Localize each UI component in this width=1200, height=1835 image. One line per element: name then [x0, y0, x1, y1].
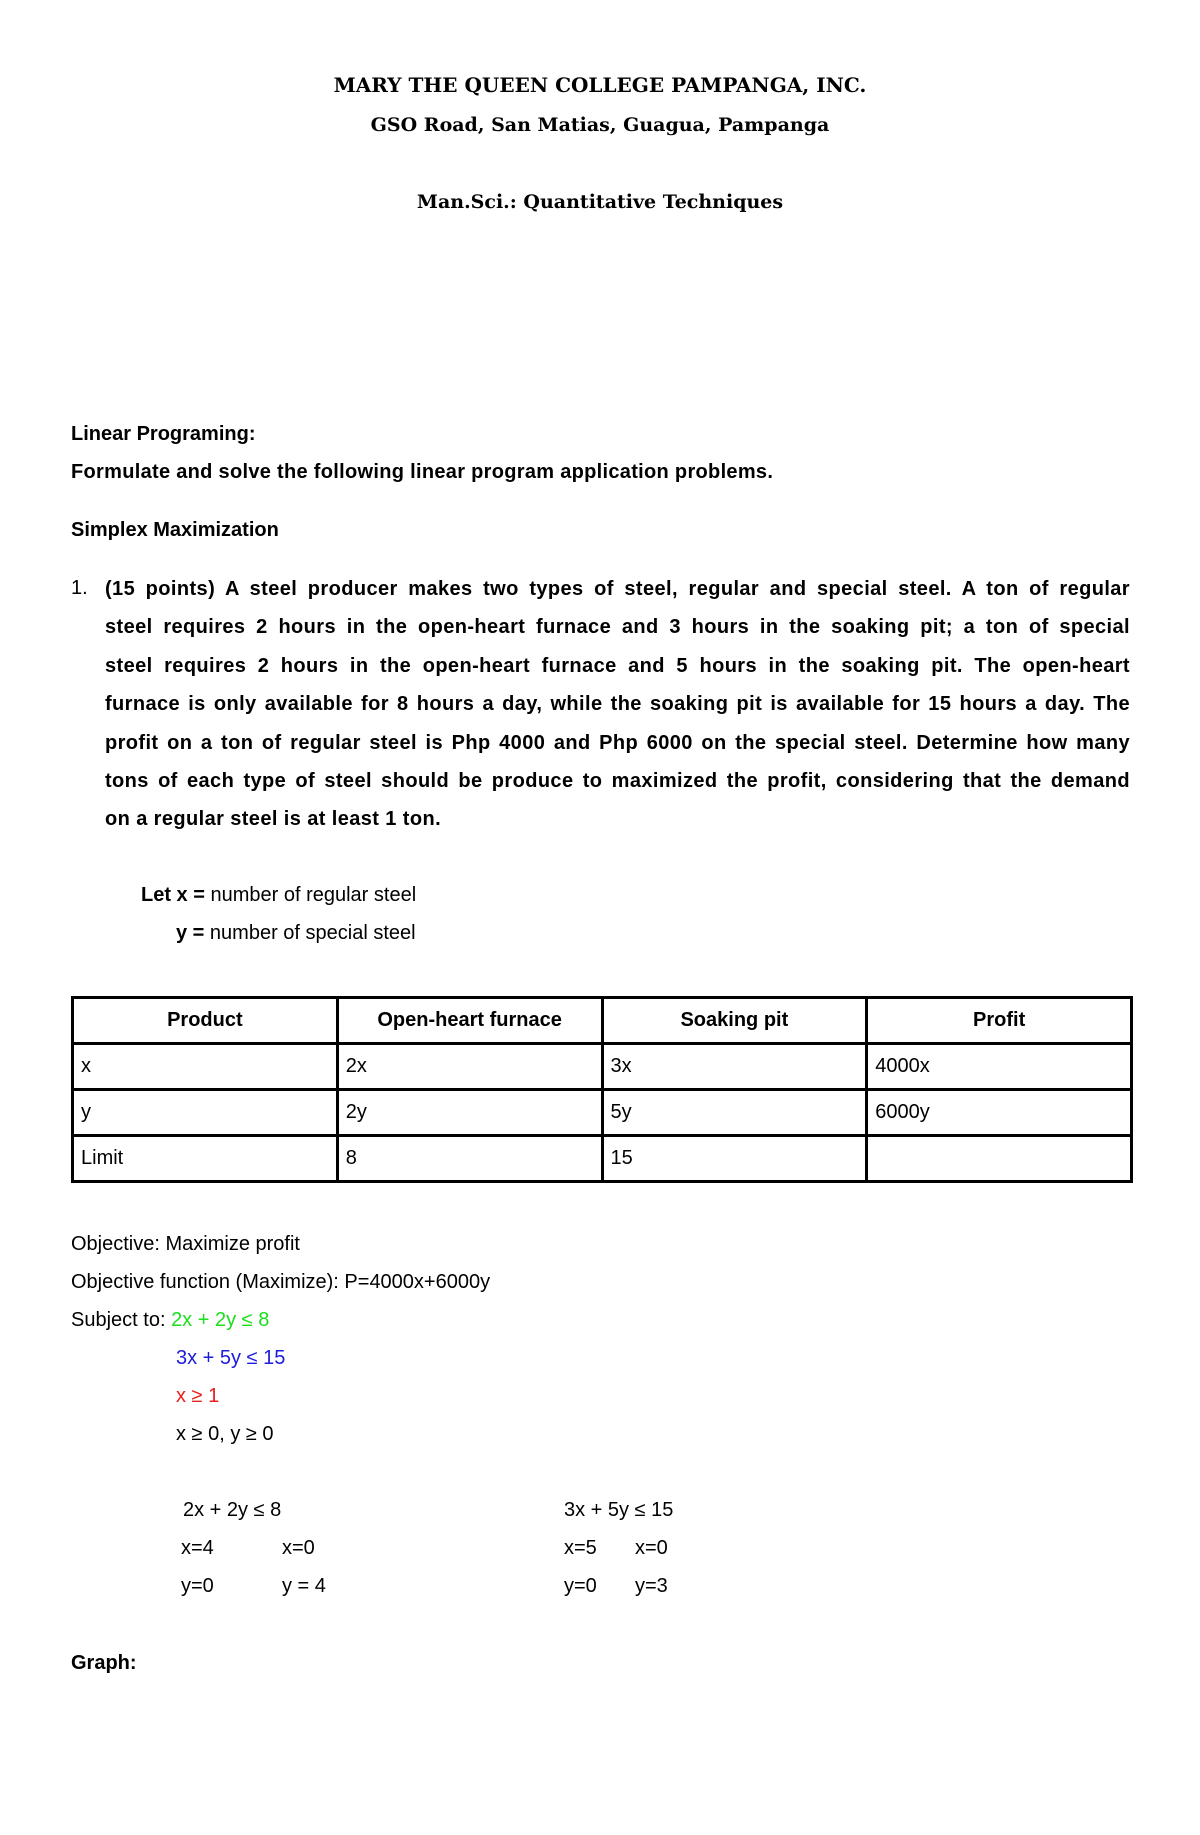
table-header-row	[73, 998, 1132, 1044]
intercept-left-title: 2x + 2y ≤ 8	[183, 1499, 282, 1521]
course-title: Man.Sci.: Quantitative Techniques	[416, 191, 784, 213]
problem-statement	[105, 570, 1130, 839]
table-header-cell: Profit	[867, 998, 1132, 1044]
table-row	[73, 1044, 1132, 1090]
table-cell: 2y	[337, 1090, 602, 1136]
constraint-nonnegativity: x ≥ 0, y ≥ 0	[176, 1423, 274, 1445]
table-cell: 2x	[337, 1044, 602, 1090]
constraints-table	[71, 996, 1133, 1183]
constraint-3: x ≥ 1	[176, 1385, 220, 1407]
problem-line: on a regular steel is at least 1 ton.	[105, 808, 442, 831]
table-row	[73, 1136, 1132, 1182]
institution-address: GSO Road, San Matias, Guagua, Pampanga	[370, 114, 830, 136]
problem-line: (15 points) A steel producer makes two types of steel, regular and special steel. A ton of regular	[105, 578, 1130, 600]
intercept-right-y1: y=0	[564, 1575, 597, 1597]
problem-line: furnace is only available for 8 hours a day, while the soaking pit is available for 15 hours a day. The	[105, 693, 1130, 716]
section-heading: Simplex Maximization	[71, 519, 279, 541]
subject-to-line	[71, 1309, 269, 1332]
table-cell: Limit	[73, 1136, 338, 1182]
variable-x-definition	[141, 884, 416, 907]
intercept-right-x1: x=5	[564, 1537, 597, 1559]
problem-line: tons of each type of steel should be produce to maximized the profit, considering that the demand	[105, 770, 1130, 793]
intercept-right-title: 3x + 5y ≤ 15	[564, 1499, 674, 1521]
table-header-cell: Open-heart furnace	[337, 998, 602, 1044]
table-cell: 3x	[602, 1044, 867, 1090]
intercept-left-x1: x=4	[181, 1537, 214, 1559]
table-header-cell: Product	[73, 998, 338, 1044]
graph-label: Graph:	[71, 1652, 137, 1674]
objective-function: Objective function (Maximize): P=4000x+6000y	[71, 1271, 491, 1293]
table-cell: 4000x	[867, 1044, 1132, 1090]
problem-number: 1.	[71, 577, 88, 599]
variable-x-text: number of regular steel	[204, 884, 417, 906]
objective-text: Objective: Maximize profit	[71, 1233, 300, 1255]
problem-line: steel requires 2 hours in the open-heart furnace and 5 hours in the soaking pit. The open-heart	[105, 654, 1130, 677]
problem-line: profit on a ton of regular steel is Php 4000 and Php 6000 on the special steel. Determine how many	[105, 731, 1130, 754]
constraint-2: 3x + 5y ≤ 15	[176, 1347, 286, 1369]
table-cell	[867, 1136, 1132, 1182]
table-cell: y	[73, 1090, 338, 1136]
table-row	[73, 1090, 1132, 1136]
problem-line: steel requires 2 hours in the open-heart furnace and 3 hours in the soaking pit; a ton of special	[105, 616, 1130, 639]
intercept-right-y2: y=3	[635, 1575, 668, 1597]
variable-x-label: Let x =	[141, 884, 205, 906]
constraint-1: 2x + 2y ≤ 8	[171, 1309, 270, 1331]
variable-y-definition	[176, 922, 416, 945]
intercept-right-x2: x=0	[635, 1537, 668, 1559]
intercept-left-x2: x=0	[282, 1537, 315, 1559]
table-cell: 15	[602, 1136, 867, 1182]
table-cell: 6000y	[867, 1090, 1132, 1136]
intercept-left-y1: y=0	[181, 1575, 214, 1597]
table-cell: 5y	[602, 1090, 867, 1136]
topic-heading: Linear Programing:	[71, 423, 256, 445]
variable-y-text: number of special steel	[204, 922, 416, 944]
instruction-text: Formulate and solve the following linear program application problems.	[71, 461, 774, 483]
variable-y-label: y =	[176, 922, 205, 944]
table-cell: 8	[337, 1136, 602, 1182]
table-header-cell: Soaking pit	[602, 998, 867, 1044]
intercept-left-y2: y = 4	[282, 1575, 326, 1597]
table-cell: x	[73, 1044, 338, 1090]
subject-to-label: Subject to:	[71, 1309, 172, 1331]
institution-title: MARY THE QUEEN COLLEGE PAMPANGA, INC.	[333, 73, 867, 97]
